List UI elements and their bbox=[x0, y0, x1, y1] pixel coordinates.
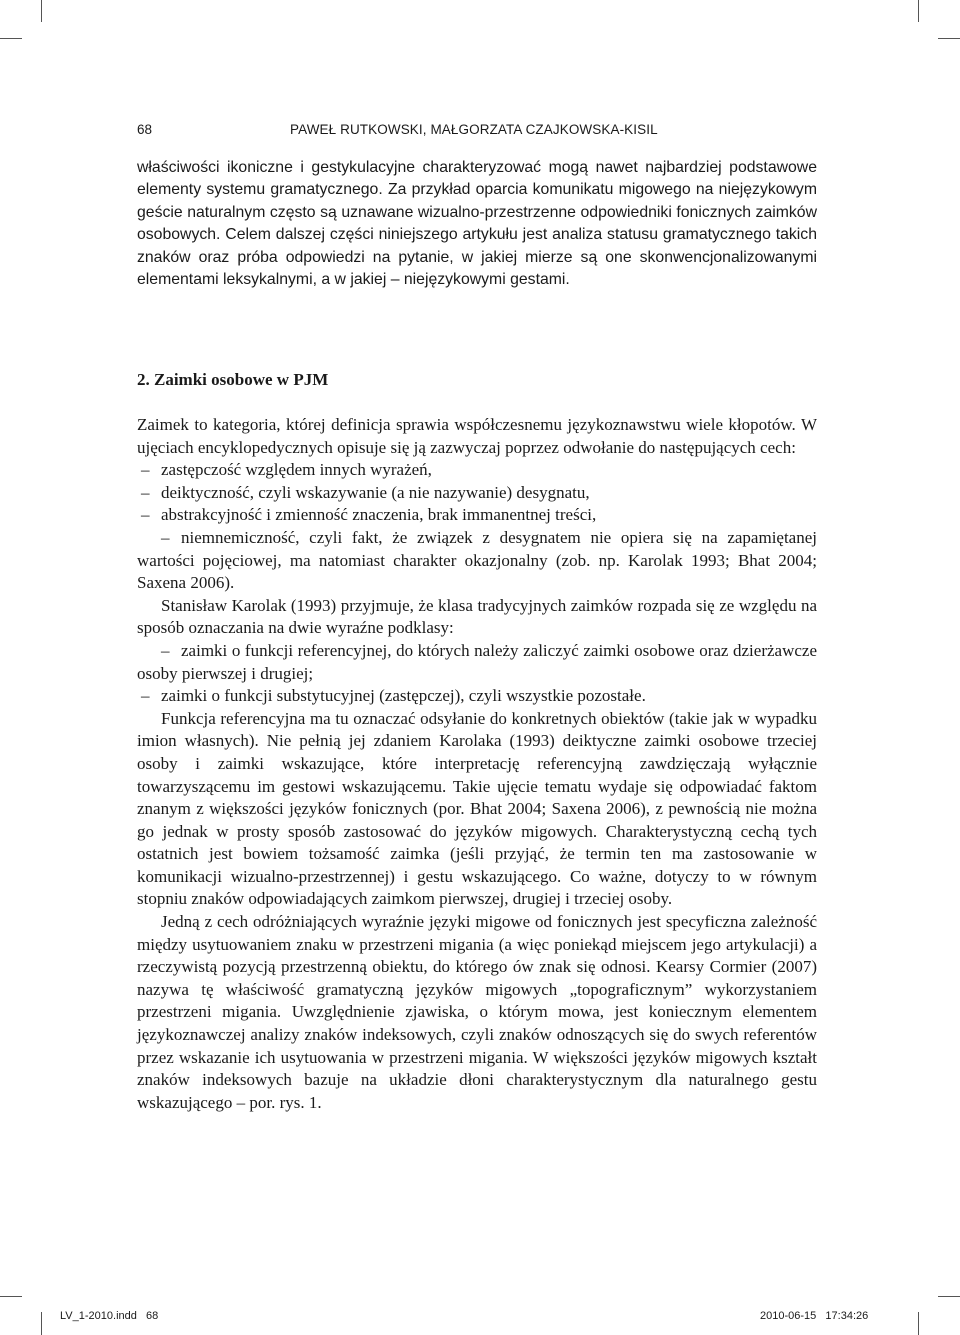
list-item bbox=[137, 459, 817, 482]
section-body bbox=[137, 414, 817, 1114]
crop-mark-bottom-right-h bbox=[938, 1296, 960, 1297]
list-dash: – bbox=[161, 640, 170, 660]
list-item-text: deiktyczność, czyli wskazywanie (a nie nazywanie) desygnatu, bbox=[161, 482, 590, 502]
list-item bbox=[137, 685, 817, 708]
intro-paragraph: właściwości ikoniczne i gestykulacyjne charakteryzować mogą nawet najbardziej podstawowe elementy systemu gramatycznego. Za przykład oparcia komunikatu migowego na niejęzykowym geście naturalnym często są uznawane wizualno-przestrzenne odpowiedniki fonicznych zaimków osobowych. Celem dalszej części niniejszego artykułu jest analiza statusu gramatycznego takich znaków oraz próba odpowiedzi na pytanie, w jakiej mierze są one skonwencjonalizowanymi elementami leksykalnymi, a w jakiej – niejęzykowymi gestami. bbox=[137, 159, 817, 289]
crop-mark-top-left-h bbox=[0, 38, 22, 39]
page-header bbox=[137, 120, 817, 140]
list-item-text: zastępczość względem innych wyrażeń, bbox=[161, 460, 432, 480]
list-item bbox=[137, 527, 817, 595]
crop-mark-bottom-left-h bbox=[0, 1296, 22, 1297]
list-dash: – bbox=[141, 482, 150, 502]
section-heading: 2. Zaimki osobowe w PJM bbox=[137, 370, 329, 389]
paragraph-4: Jedną z cech odróżniających wyraźnie języki migowe od fonicznych jest specyficzna zależność między usytuowaniem znaku w przestrzeni migania (a więc poniekąd miejscem jego artykulacji) a rzeczywistą pozycją przestrzenną obiektu, do którego ów znak się odnosi. Kearsy Cormier (2007) nazywa tę właściwość gramatyczną języków migowych „topograficznym” wykorzystaniem przestrzeni migania. Uwzględnienie zjawiska, o którym mowa, jest koniecznym elementem językoznawczej analizy znaków indeksowych, czyli znaków odnoszących się do swych referentów przez wskazanie ich usytuowania w przestrzeni migania. W większości języków migowych kształt znaków indeksowych bazuje na układzie dłoni charakterystycznym dla naturalnego gestu wskazującego – por. rys. 1. bbox=[137, 912, 817, 1112]
paragraph-2: Stanisław Karolak (1993) przyjmuje, że klasa tradycyjnych zaimków rozpada się ze względu na sposób oznaczania na dwie wyraźne podklasy: bbox=[137, 595, 817, 638]
list-item-text: zaimki o funkcji referencyjnej, do których należy zaliczyć zaimki osobowe oraz dzierżawcze osoby pierwszej i drugiej; bbox=[137, 640, 817, 683]
list-dash: – bbox=[141, 460, 150, 480]
list-item bbox=[137, 482, 817, 505]
crop-mark-top-right-h bbox=[938, 38, 960, 39]
list-item-text: abstrakcyjność i zmienność znaczenia, brak immanentnej treści, bbox=[161, 505, 597, 525]
list-item bbox=[137, 504, 817, 527]
paragraph-3: Funkcja referencyjna ma tu oznaczać odsyłanie do konkretnych obiektów (takie jak w wypadku imion własnych). Nie pełnią jej zdaniem Karolaka (1993) deiktyczne zaimki osobowe trzeciej osoby i zaimki wskazujące, które interpretację referencyjną zawdzięczają wyłącznie towarzyszącemu im gestowi wskazującemu. Takie ujęcie tematu wydaje się odpowiadać faktom znanym z większości języków fonicznych (por. Bhat 2004; Saxena 2006), z pewnością nie można go jednak w prosty sposób zastosować do języków migowych. Charakterystyczną cechą tych ostatnich jest bowiem tożsamość zaimka (jeśli przyjąć, że termin ten ma zastosowanie w komunikacji wizualno-przestrzennej) i gestu wskazującego. Co ważne, dotyczy to w równym stopniu znaków odpowiadających zaimkom pierwszej, drugiej i trzeciej osoby. bbox=[137, 708, 817, 909]
crop-mark-top-right bbox=[918, 0, 919, 22]
page-number: 68 bbox=[137, 122, 153, 137]
footer-timestamp: 2010-06-15 17:34:26 bbox=[760, 1310, 869, 1322]
intro-text bbox=[137, 157, 817, 291]
running-head: PAWEŁ RUTKOWSKI, MAŁGORZATA CZAJKOWSKA-KISIL bbox=[290, 122, 658, 137]
list-item-text: zaimki o funkcji substytucyjnej (zastępczej), czyli wszystkie pozostałe. bbox=[161, 686, 646, 706]
list-dash: – bbox=[141, 686, 150, 706]
list-dash: – bbox=[141, 505, 150, 525]
footer-file-name: LV_1-2010.indd 68 bbox=[60, 1310, 159, 1322]
crop-mark-top-left bbox=[41, 0, 42, 22]
list-item bbox=[137, 640, 817, 685]
paragraph-1: Zaimek to kategoria, której definicja sprawia współczesnemu językoznawstwu wiele kłopotów. W ujęciach encyklopedycznych opisuje się ją zazwyczaj poprzez odwołanie do następujących cech: bbox=[137, 415, 817, 457]
list-dash: – bbox=[161, 527, 170, 547]
list-item-text: niemnemiczność, czyli fakt, że związek z desygnatem nie opiera się na zapamiętanej wartości pojęciowej, ma natomiast charakter okazjonalny (zob. np. Karolak 1993; Bhat 2004; Saxena 2006). bbox=[137, 527, 817, 593]
print-footer bbox=[0, 1308, 960, 1324]
